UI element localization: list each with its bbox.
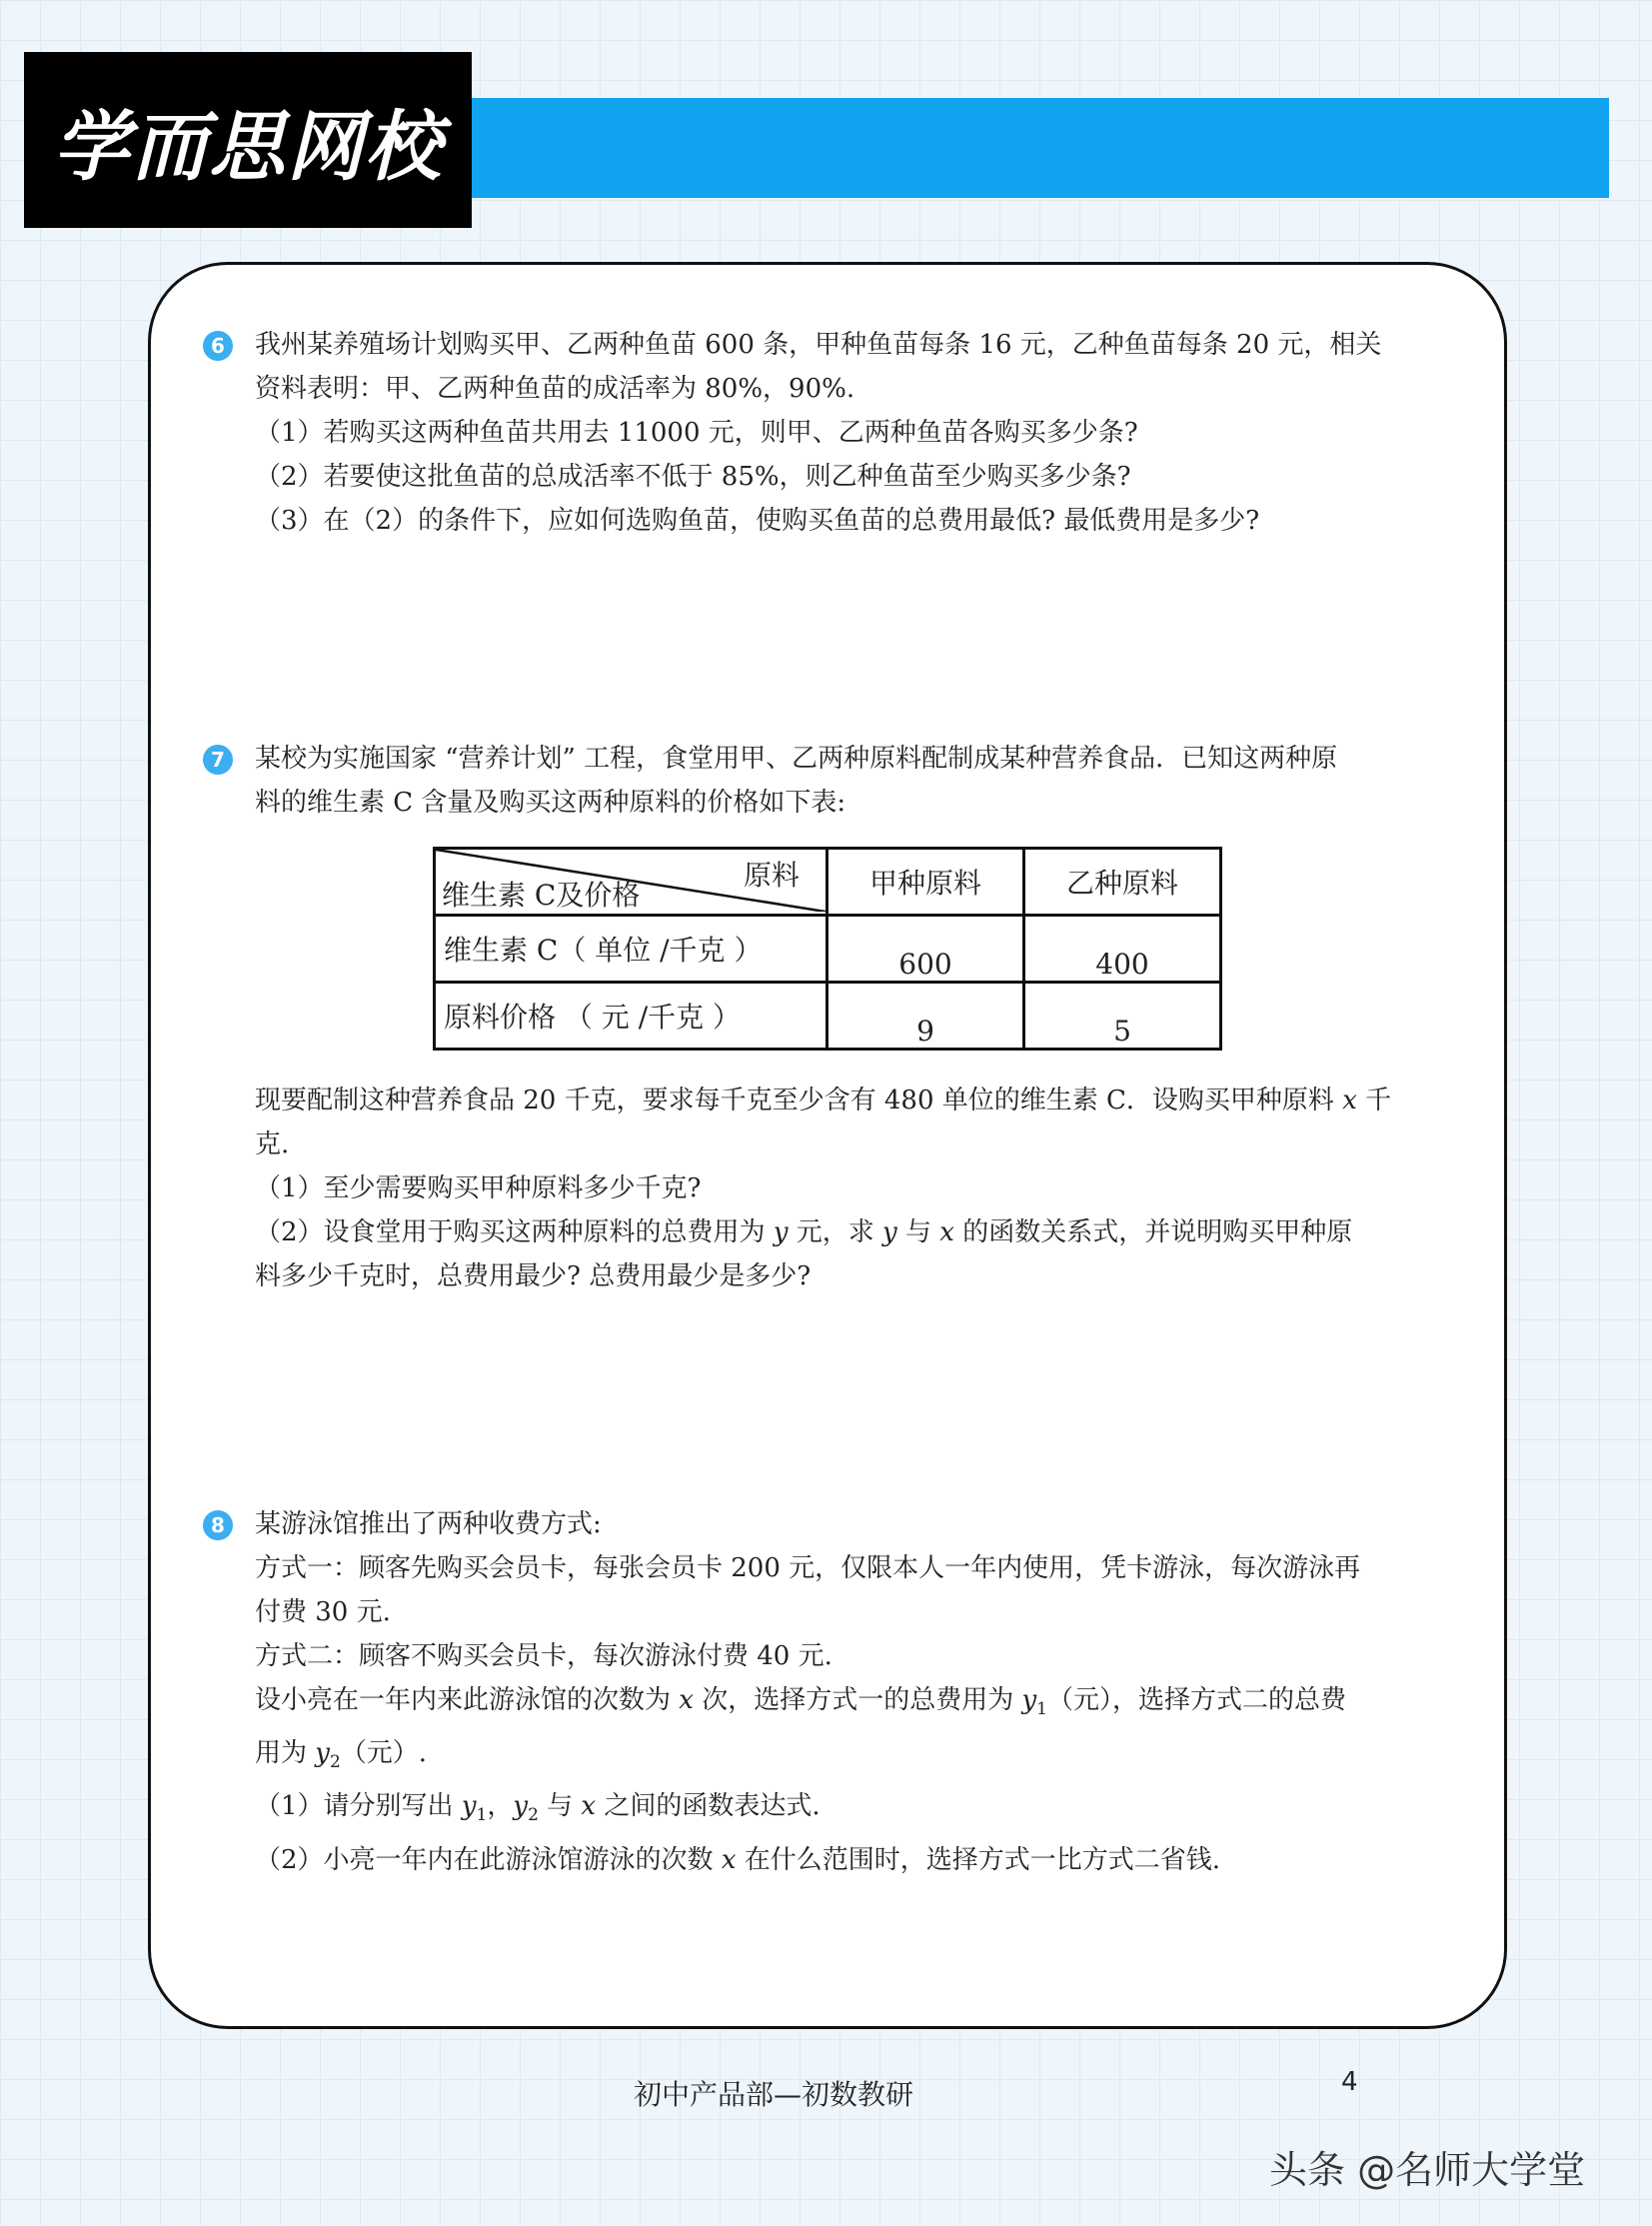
text: （元）. — [340, 1738, 428, 1769]
q7-stem-line1: 某校为实施国家 “营养计划” 工程，食堂用甲、乙两种原料配制成某种营养食品．已知这两种原 — [255, 744, 1338, 774]
var-y: y — [882, 1217, 897, 1247]
diag-bottom-label: 维生素 C及价格 — [442, 879, 641, 912]
logo-box — [24, 52, 472, 228]
q8-part2 — [211, 1838, 1460, 1882]
q8-method2: 方式二：顾客不购买会员卡，每次游泳付费 40 元. — [255, 1641, 832, 1671]
q6-part3: （3）在（2）的条件下，应如何选购鱼苗，使购买鱼苗的总费用最低? 最低费用是多少? — [255, 506, 1260, 536]
q6-part1: （1）若购买这两种鱼苗共用去 11000 元，则甲、乙两种鱼苗各购买多少条? — [255, 418, 1138, 448]
question-number-7: 7 — [203, 745, 233, 775]
var-x: x — [581, 1791, 597, 1822]
table-row — [435, 916, 1221, 983]
question-card — [148, 262, 1507, 2029]
var-x: x — [1342, 1086, 1357, 1115]
text: ， — [487, 1791, 514, 1822]
question-7-continued — [211, 1079, 1460, 1298]
watermark: 头条 @名师大学堂 — [1269, 2148, 1586, 2192]
var-y: y — [1021, 1685, 1037, 1715]
q8-method1-line2: 付费 30 元. — [255, 1597, 391, 1627]
q7-after-line2: 克. — [255, 1129, 290, 1159]
question-number-6: 6 — [203, 331, 233, 361]
cell-vitamin-jia: 600 — [827, 916, 1024, 983]
subscript: 1 — [1036, 1699, 1047, 1720]
cell-price-yi: 5 — [1024, 983, 1221, 1050]
var-y: y — [513, 1791, 529, 1822]
question-number-8: 8 — [203, 1510, 233, 1540]
var-y: y — [461, 1791, 477, 1822]
q7-part2-line2: 料多少千克时，总费用最少? 总费用最少是多少? — [255, 1261, 812, 1291]
q7-after-line1 — [211, 1079, 1460, 1122]
diag-top-label: 原料 — [743, 859, 800, 892]
q7-part2 — [211, 1210, 1460, 1254]
q8-stem: 某游泳馆推出了两种收费方式: — [255, 1509, 602, 1539]
q8-method1-line1: 方式一：顾客先购买会员卡，每张会员卡 200 元，仅限本人一年内使用，凭卡游泳，每次游泳再 — [255, 1553, 1361, 1583]
table-row — [435, 983, 1221, 1050]
q6-stem-line1: 我州某养殖场计划购买甲、乙两种鱼苗 600 条，甲种鱼苗每条 16 元，乙种鱼苗每条 20 元，相关 — [255, 330, 1382, 360]
var-y: y — [773, 1217, 789, 1247]
text: 用为 — [255, 1738, 316, 1769]
text: 与 — [896, 1217, 940, 1247]
logo: 学而思网校 — [53, 101, 443, 191]
text: 之间的函数表达式. — [596, 1791, 821, 1822]
subscript: 2 — [329, 1752, 341, 1773]
row-label-vitamin: 维生素 C（ 单位 /千克 ） — [435, 916, 827, 983]
var-x: x — [721, 1844, 737, 1875]
cell-price-jia: 9 — [827, 983, 1024, 1050]
vitamin-table — [433, 847, 1222, 1051]
question-7 — [211, 737, 1460, 825]
question-8 — [211, 1502, 1460, 1882]
text: （元），选择方式二的总费 — [1047, 1685, 1347, 1715]
subscript: 1 — [476, 1805, 488, 1826]
cell-vitamin-yi: 400 — [1024, 916, 1221, 983]
q6-stem-line2: 资料表明：甲、乙两种鱼苗的成活率为 80%，90%. — [255, 374, 855, 404]
text: 在什么范围时，选择方式一比方式二省钱. — [736, 1844, 1221, 1875]
q6-part2: （2）若要使这批鱼苗的总成活率不低于 85%，则乙种鱼苗至少购买多少条? — [255, 462, 1131, 492]
text: 的函数关系式，并说明购买甲种原 — [953, 1217, 1353, 1247]
table-header-row — [435, 849, 1221, 916]
var-y: y — [315, 1738, 330, 1769]
q8-part1 — [211, 1784, 1460, 1837]
text: 次，选择方式一的总费用为 — [693, 1685, 1022, 1715]
subscript: 2 — [528, 1805, 539, 1826]
question-6 — [211, 323, 1460, 543]
page-number: 4 — [1341, 2067, 1358, 2097]
q7-part1: （1）至少需要购买甲种原料多少千克? — [255, 1173, 702, 1203]
table-diagonal-header — [435, 849, 827, 916]
header-bar — [472, 98, 1609, 198]
col-header-jia: 甲种原料 — [827, 849, 1024, 916]
var-x: x — [939, 1217, 954, 1247]
q8-setup-line2 — [211, 1731, 1460, 1784]
q7-stem-line2: 料的维生素 C 含量及购买这两种原料的价格如下表: — [255, 788, 846, 818]
text: 与 — [538, 1791, 582, 1822]
text: 现要配制这种营养食品 20 千克，要求每千克至少含有 480 单位的维生素 C．设购买甲种原料 — [255, 1086, 1343, 1115]
text: （2）设食堂用于购买这两种原料的总费用为 — [255, 1217, 774, 1247]
footer-text: 初中产品部—初数教研 — [634, 2078, 914, 2111]
text: （1）请分别写出 — [255, 1791, 462, 1822]
text: 元，求 — [788, 1217, 883, 1247]
text: 设小亮在一年内来此游泳馆的次数为 — [255, 1685, 680, 1715]
var-x: x — [679, 1685, 694, 1715]
col-header-yi: 乙种原料 — [1024, 849, 1221, 916]
q8-setup-line1 — [211, 1678, 1460, 1731]
row-label-price: 原料价格 （ 元 /千克 ） — [435, 983, 827, 1050]
text: （2）小亮一年内在此游泳馆游泳的次数 — [255, 1844, 722, 1875]
text: 千 — [1356, 1086, 1392, 1115]
